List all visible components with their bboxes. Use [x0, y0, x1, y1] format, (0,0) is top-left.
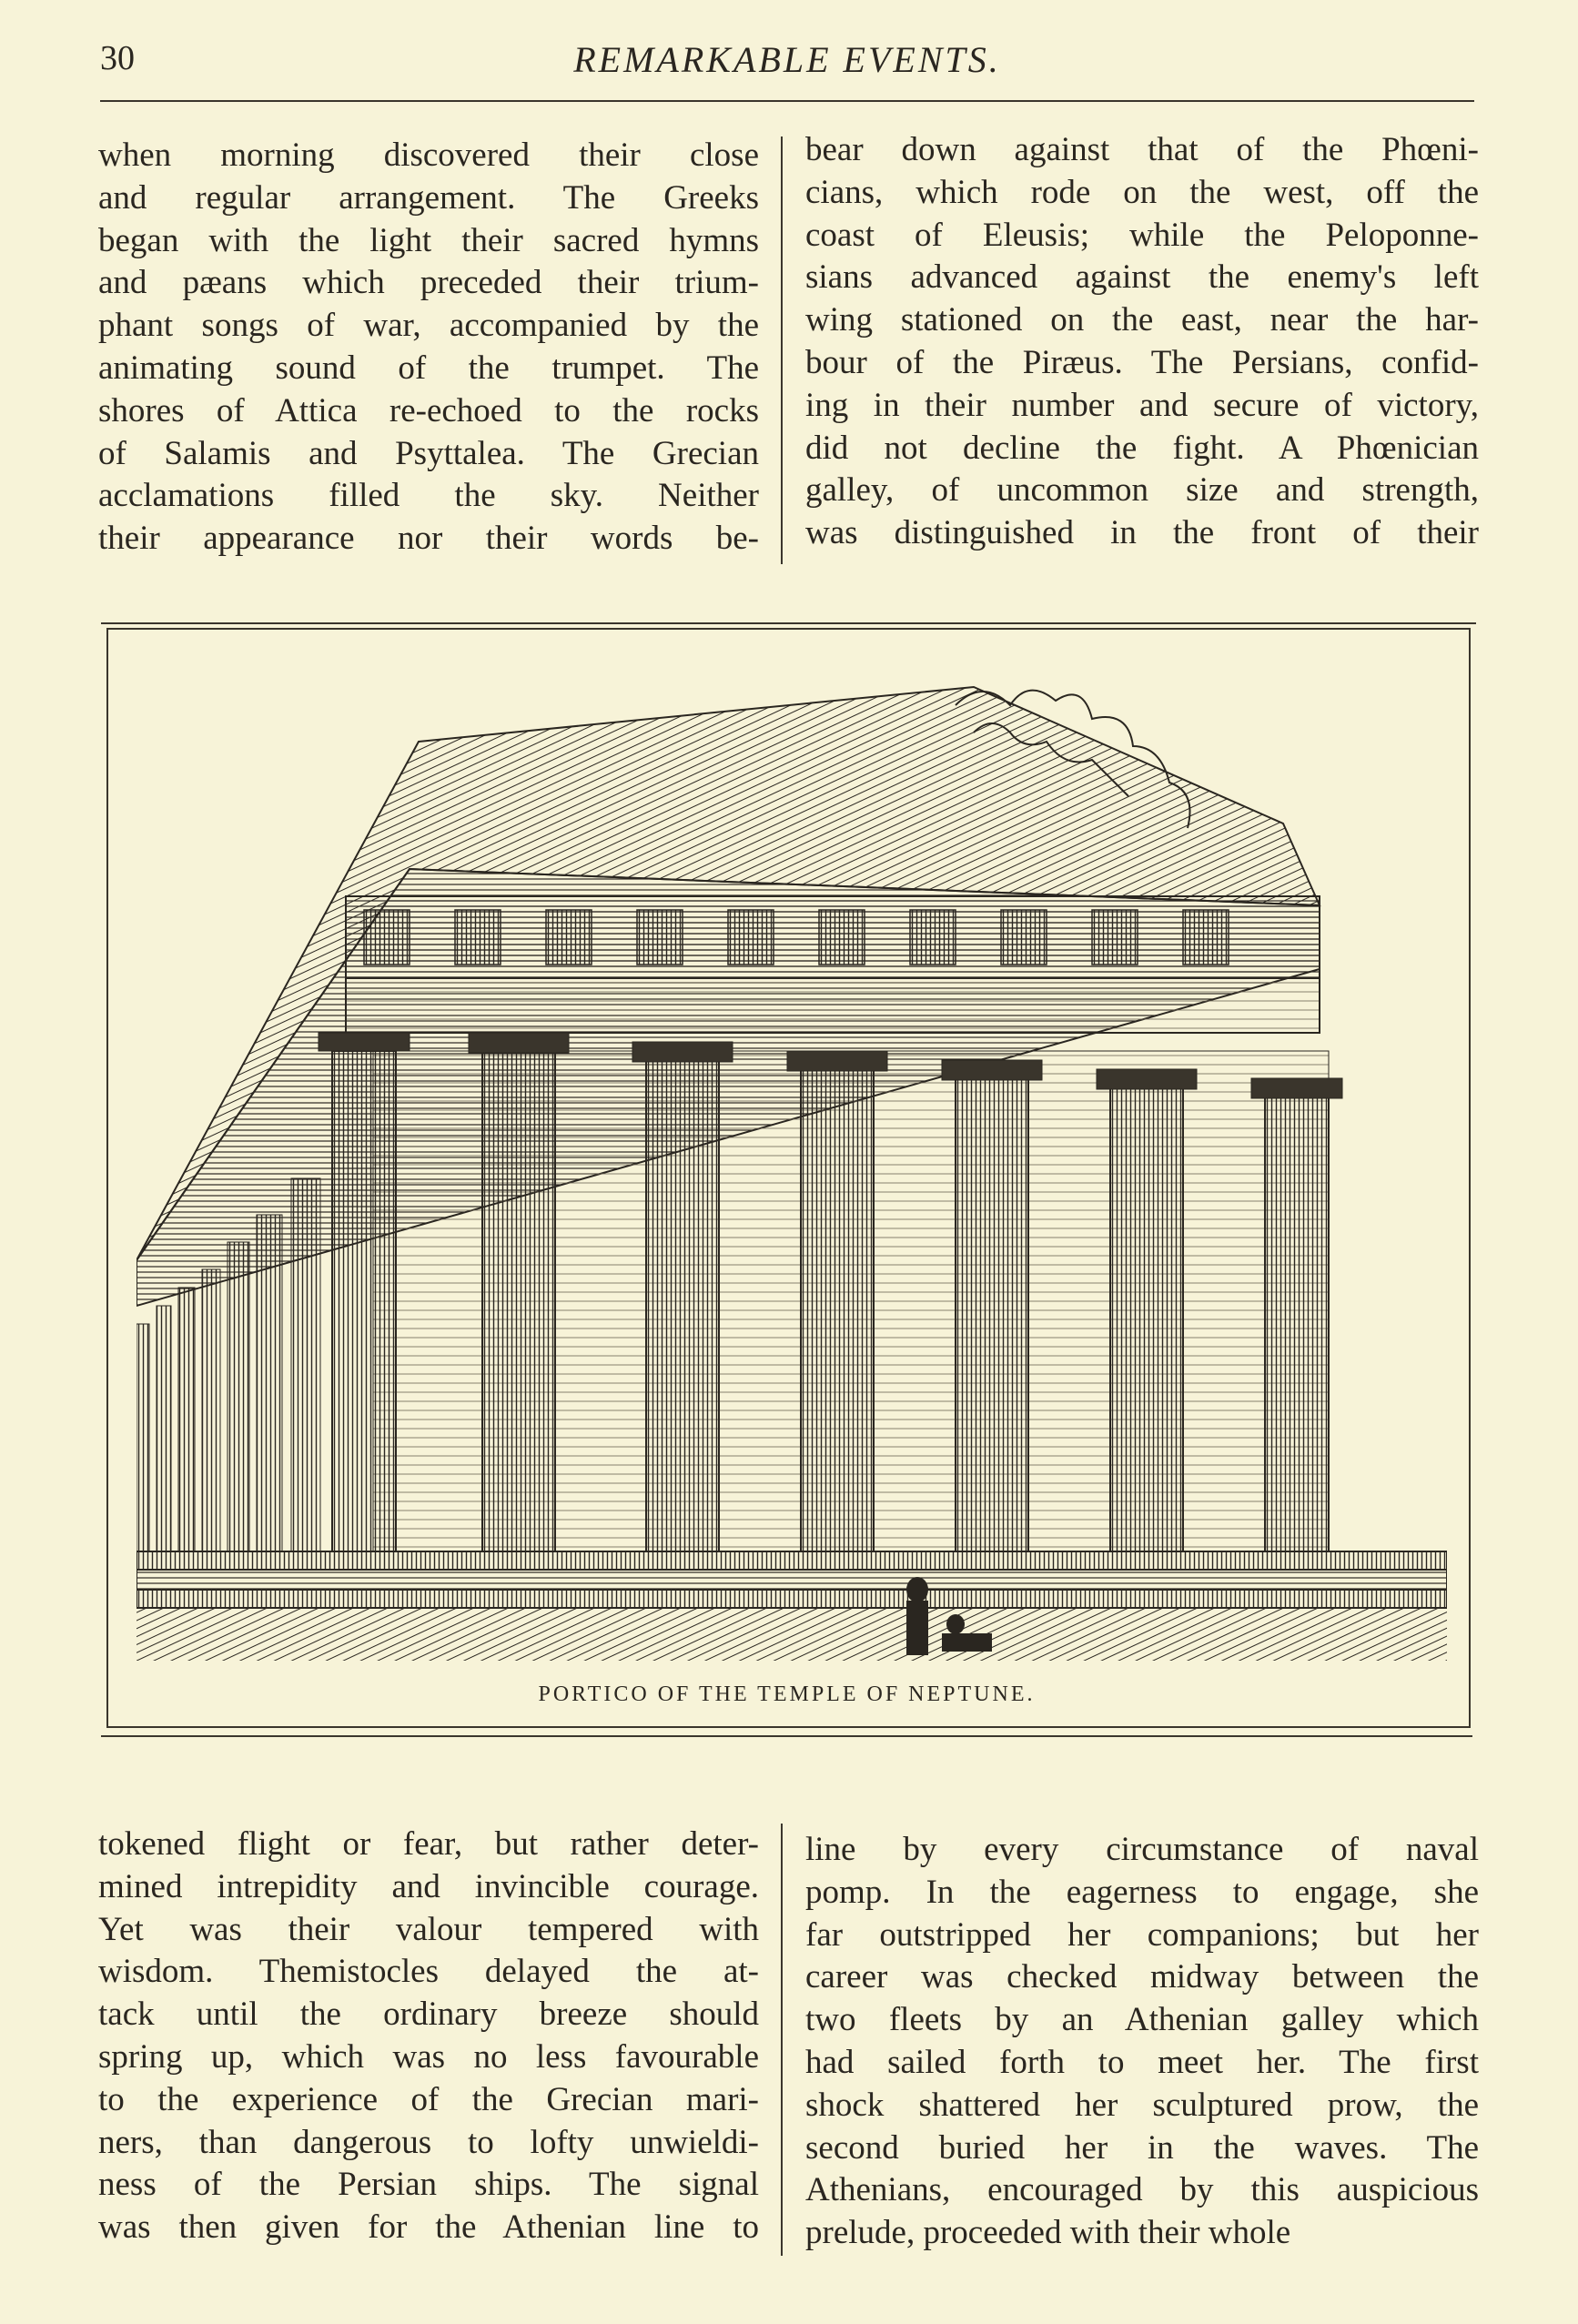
text-line: bear down against that of the Phœni-: [805, 131, 1479, 168]
figure-bottom-rule: [101, 1735, 1472, 1737]
text-line: sians advanced against the enemy's left: [805, 258, 1479, 297]
text-column-bottom-left: [98, 1824, 759, 2249]
text-line: was then given for the Athenian line to: [98, 2208, 759, 2247]
text-line: and regular arrangement. The Greeks: [98, 178, 759, 217]
text-line: ness of the Persian ships. The signal: [98, 2166, 759, 2204]
text-line: mined intrepidity and invincible courage.: [98, 1867, 759, 1905]
text-line: ing in their number and secure of victory,: [805, 386, 1479, 424]
header-rule: [100, 100, 1474, 102]
text-line: had sailed forth to meet her. The first: [805, 2043, 1479, 2081]
text-line: did not decline the fight. A Phœnician: [805, 429, 1479, 467]
temple-engraving: [137, 669, 1447, 1661]
text-line: line by every circumstance of naval: [805, 1831, 1479, 1868]
text-line: spring up, which was no less favourable: [98, 2037, 759, 2076]
column-divider-top: [781, 136, 783, 564]
text-line: when morning discovered their close: [98, 136, 759, 174]
text-line: Yet was their valour tempered with: [98, 1910, 759, 1948]
text-line: to the experience of the Grecian mari-: [98, 2080, 759, 2118]
text-line: and pæans which preceded their trium-: [98, 264, 759, 302]
text-line: acclamations filled the sky. Neither: [98, 477, 759, 515]
text-line: bour of the Piræus. The Persians, confid-: [805, 343, 1479, 381]
text-line: cians, which rode on the west, off the: [805, 173, 1479, 211]
text-line: coast of Eleusis; while the Peloponne-: [805, 216, 1479, 254]
text-line: phant songs of war, accompanied by the: [98, 307, 759, 345]
page-header: [100, 38, 1474, 84]
figure-caption: PORTICO OF THE TEMPLE OF NEPTUNE.: [538, 1682, 1036, 1706]
text-line: tokened flight or fear, but rather deter-: [98, 1825, 759, 1863]
text-line: of Salamis and Psyttalea. The Grecian: [98, 434, 759, 472]
text-line: wisdom. Themistocles delayed the at-: [98, 1953, 759, 1991]
text-line: wing stationed on the east, near the har-: [805, 301, 1479, 339]
running-head: REMARKABLE EVENTS.: [573, 39, 1001, 80]
text-line: their appearance nor their words be-: [98, 520, 759, 558]
column-divider-bottom: [781, 1824, 783, 2256]
text-line: ners, than dangerous to lofty unwieldi-: [98, 2123, 759, 2161]
text-line: prelude, proceeded with their whole: [805, 2214, 1291, 2252]
text-line: galley, of uncommon size and strength,: [805, 471, 1479, 510]
text-line: animating sound of the trumpet. The: [98, 349, 759, 387]
text-line: was distinguished in the front of their: [805, 514, 1479, 552]
text-line: shores of Attica re-echoed to the rocks: [98, 391, 759, 429]
text-line: tack until the ordinary breeze should: [98, 1996, 759, 2034]
text-line: began with the light their sacred hymns: [98, 221, 759, 259]
text-line: shock shattered her sculptured prow, the: [805, 2086, 1479, 2124]
text-line: two fleets by an Athenian galley which: [805, 2001, 1479, 2039]
figure-top-rule: [101, 622, 1476, 624]
text-column-top-right: [805, 129, 1479, 555]
text-line: pomp. In the eagerness to engage, she: [805, 1873, 1479, 1911]
page-number: 30: [100, 39, 135, 77]
text-line: career was checked midway between the: [805, 1958, 1479, 1996]
text-column-bottom-right: [805, 1829, 1479, 2255]
text-line: second buried her in the waves. The: [805, 2128, 1479, 2167]
text-line: far outstripped her companions; but her: [805, 1915, 1479, 1954]
text-line: Athenians, encouraged by this auspicious: [805, 2171, 1479, 2209]
text-column-top-left: [98, 135, 759, 561]
